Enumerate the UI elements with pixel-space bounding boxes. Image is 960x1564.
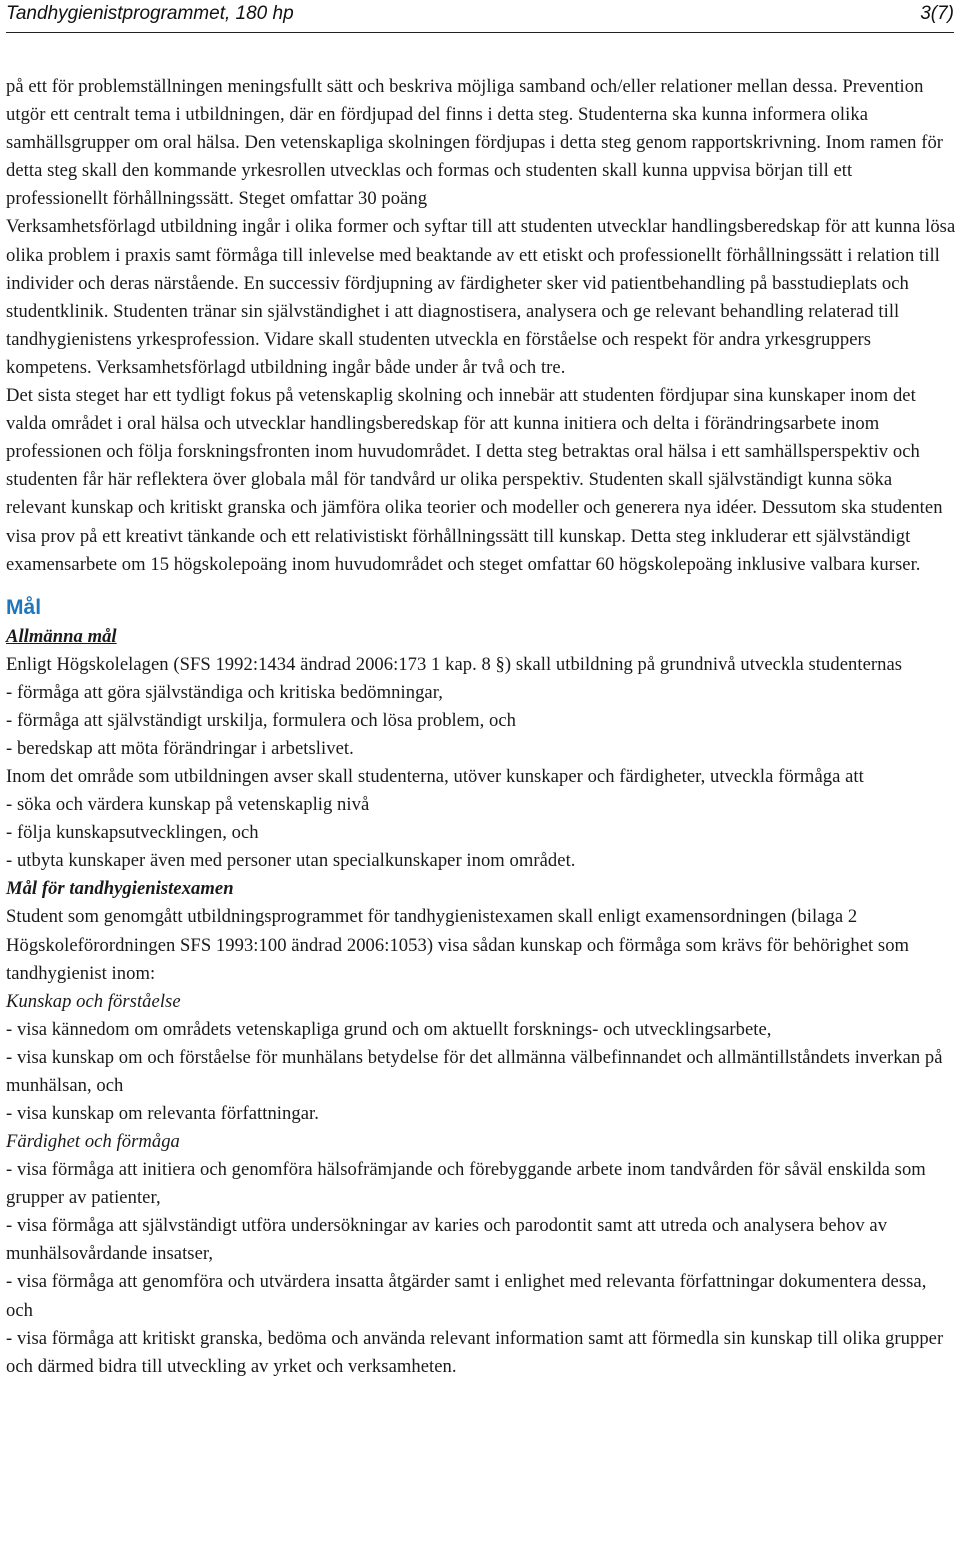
list-item: - söka och värdera kunskap på vetenskaplig nivå [6, 794, 370, 816]
spacer [6, 579, 956, 593]
general-goals-list [6, 679, 956, 763]
general-goals-subheading-text: Allmänna mål [6, 625, 117, 647]
goals-heading: Mål [6, 595, 42, 619]
list-item: - visa förmåga att självständigt utföra undersökningar av karies och parodontit samt att utreda och analysera behov av munhälsovårdande insatser, [6, 1215, 888, 1265]
list-item: - visa förmåga att kritiskt granska, bedöma och använda relevant information samt att förmedla sin kunskap till olika grupper och därmed bidra till utveckling av yrket och verksamheten. [6, 1327, 944, 1377]
knowledge-list [6, 1016, 956, 1128]
intro-paragraph-2: Verksamhetsförlagd utbildning ingår i olika former och syftar till att studenten utvecklar handlingsberedskap för att kunna lösa olika problem i praxis samt förmåga till inlevelse med beaktande av ett etiskt och professionellt förhållningssätt i relation till individer och deras närstående. En successiv fördjupning av färdigheter sker vid patientbehandling på basstudieplats och studentklinik. Studenten tränar sin självständighet i att diagnostisera, analysera och ge relevant behandling relaterad till tandhygienistens yrkesprofession. Vidare skall studenten utveckla en förståelse och respekt för andra yrkesgruppers kompetens. Verksamhetsförlagd utbildning ingår både under år två och tre. [6, 216, 956, 378]
general-goals-subheading [6, 623, 956, 651]
degree-goals-intro: Student som genomgått utbildningsprogrammet för tandhygienistexamen skall enligt examensordningen (bilaga 2 Högskoleförordningen SFS 1993:100 ändrad 2006:1053) visa sådan kunskap och förmåga som krävs för behörighet som tandhygienist inom: [6, 906, 910, 984]
general-goals-intro: Enligt Högskolelagen (SFS 1992:1434 ändrad 2006:173 1 kap. 8 §) skall utbildning på grundnivå utveckla studenternas [6, 653, 903, 675]
list-item: - förmåga att självständigt urskilja, formulera och lösa problem, och [6, 709, 516, 731]
page-header [6, 0, 954, 33]
skills-label: Färdighet och förmåga [6, 1131, 180, 1153]
degree-goals-subheading: Mål för tandhygienistexamen [6, 878, 234, 900]
knowledge-label: Kunskap och förståelse [6, 990, 181, 1012]
intro-paragraph-1: på ett för problemställningen meningsfullt sätt och beskriva möjliga samband och/eller relationer mellan dessa. Prevention utgör ett centralt tema i utbildningen, där en fördjupad del finns i detta steg. Studenterna ska kunna informera olika samhällsgrupper om oral hälsa. Den vetenskapliga skolningen fördjupas i detta steg genom rapportskrivning. Inom ramen för detta steg skall den kommande yrkesrollen utvecklas och formas och studenten skall kunna uppvisa början till ett professionellt förhållningssätt. Steget omfattar 30 poäng [6, 76, 944, 210]
page-number: 3(7) [920, 3, 954, 24]
list-item: - beredskap att möta förändringar i arbetslivet. [6, 737, 354, 759]
list-item: - följa kunskapsutvecklingen, och [6, 822, 259, 844]
list-item: - utbyta kunskaper även med personer utan specialkunskaper inom området. [6, 850, 576, 872]
list-item: - visa förmåga att initiera och genomföra hälsofrämjande och förebyggande arbete inom tandvården för såväl enskilda som grupper av patienter, [6, 1159, 926, 1209]
general-goals-list-2 [6, 791, 956, 875]
program-title: Tandhygienistprogrammet, 180 hp [6, 3, 294, 24]
list-item: - visa kunskap om och förståelse för munhälans betydelse för det allmänna välbefinnandet och allmäntillståndets inverkan på munhälsan, och [6, 1046, 943, 1096]
list-item: - visa kunskap om relevanta författningar. [6, 1103, 319, 1124]
general-goals-intro-2: Inom det område som utbildningen avser skall studenterna, utöver kunskaper och färdigheter, utveckla förmåga att [6, 766, 864, 788]
list-item: - visa kännedom om områdets vetenskapliga grund och om aktuellt forsknings- och utvecklingsarbete, [6, 1018, 772, 1040]
list-item: - visa förmåga att genomföra och utvärdera insatta åtgärder samt i enlighet med relevanta författningar dokumentera dessa, och [6, 1271, 927, 1321]
skills-list [6, 1156, 956, 1381]
intro-paragraph-3: Det sista steget har ett tydligt fokus på vetenskaplig skolning och innebär att studenten fördjupar sina kunskaper inom det valda området i oral hälsa och utvecklar handlingsberedskap för att kunna initiera och delta i förändringsarbete inom professionen och följa forskningsfronten inom huvudområdet. I detta steg betraktas oral hälsa i ett samhällsperspektiv och studenten får här reflektera över globala mål för tandvård ur olika perspektiv. Studenten skall självständigt kunna söka relevant kunskap och kritiskt granska och jämföra olika teorier och modeller och generera nya idéer. Dessutom ska studenten visa prov på ett kreativt tänkande och ett relativistiskt förhållningssätt till kunskap. Detta steg inkluderar ett självständigt examensarbete om 15 högskolepoäng inom huvudområdet och steget omfattar 60 högskolepoäng inklusive valbara kurser. [6, 385, 943, 575]
page-content [6, 73, 956, 1381]
list-item: - förmåga att göra självständiga och kritiska bedömningar, [6, 681, 443, 703]
